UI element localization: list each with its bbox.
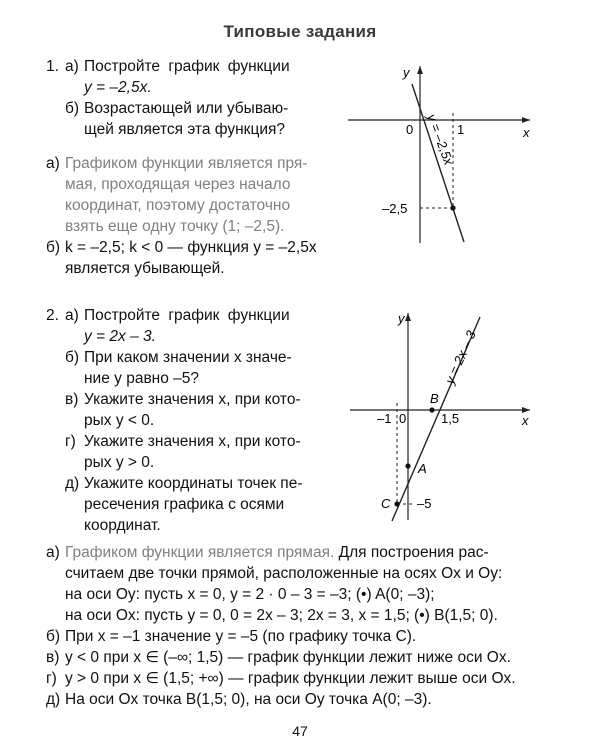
ans-a-gray: Графиком функции является прямая. — [65, 544, 335, 561]
task2-q-label: д) — [65, 475, 80, 492]
tick-y-label: –2,5 — [382, 201, 408, 216]
task2-q-line: Укажите значения x, при кото- — [84, 433, 301, 450]
task2-q-line: Укажите значения x, при кото- — [84, 391, 301, 408]
task2-q-line: ние y равно –5? — [84, 370, 200, 387]
task2-q-line: При каком значении x значе- — [84, 349, 292, 366]
ans-e-line: На оси Ox точка B(1,5; 0), на оси Oy точка A(0; –3). — [65, 691, 432, 708]
task2-q-label: а) — [65, 307, 79, 324]
task2-q-label: б) — [65, 349, 80, 366]
y-axis-label: y — [403, 65, 410, 80]
page-title: Типовые задания — [223, 22, 377, 41]
task1-ans-b-line: k = –2,5; k < 0 — функция y = –2,5x — [65, 239, 317, 256]
ans-c-line: y < 0 при x ∈ (–∞; 1,5) — график функции лежит ниже оси Ox. — [65, 649, 511, 666]
ans-d-line: y > 0 при x ∈ (1,5; +∞) — график функции лежит выше оси Ox. — [65, 670, 516, 687]
ans-a-first-line — [65, 543, 489, 563]
task1-ans-b-line: является убывающей. — [65, 260, 225, 277]
x-axis-label: x — [523, 125, 530, 140]
task1-q-a-label: а) — [65, 58, 79, 75]
task2-q-label: в) — [65, 391, 79, 408]
y-axis-label: y — [398, 311, 405, 326]
task2-q-line: y = 2x – 3. — [84, 328, 156, 345]
task2-q-line: рых y > 0. — [84, 454, 155, 471]
task1-graph — [340, 58, 540, 258]
point-a — [405, 463, 410, 468]
ans-b-line: При x = –1 значение y = –5 (по графику точка C). — [65, 628, 417, 645]
task1-ans-a-line: мая, проходящая через начало — [65, 176, 291, 193]
y-axis-arrow-icon — [405, 313, 411, 321]
task2-number: 2. — [46, 307, 59, 324]
point-c-label: C — [381, 496, 391, 511]
ans-c-label: в) — [46, 649, 60, 666]
task2-q-line: рых y < 0. — [84, 412, 155, 429]
ans-a-line: на оси Oy: пусть x = 0, y = 2 · 0 – 3 = –3; (•) A(0; –3); — [65, 586, 435, 603]
task1-q-b-line: щей является эта функция? — [84, 121, 285, 138]
point-1 — [450, 205, 455, 210]
task2-q-label: г) — [65, 433, 76, 450]
line-label: y = –2,5x — [424, 111, 457, 167]
ans-d-label: г) — [46, 670, 57, 687]
page-number: 47 — [292, 723, 308, 739]
task1-q-b-label: б) — [65, 100, 80, 117]
task1-q-a-line: y = –2,5x. — [84, 79, 152, 96]
task1-ans-a-line: взять еще одну точку (1; –2,5). — [65, 218, 285, 235]
ans-a-line: на оси Ox: пусть y = 0, 0 = 2x – 3; 2x = 3, x = 1,5; (•) B(1,5; 0). — [65, 607, 498, 624]
task1-q-a-line: Постройте график функции — [84, 58, 290, 75]
task1-ans-a-line: Графиком функции является пря- — [65, 155, 308, 172]
tick-x-label: 1 — [457, 122, 465, 137]
point-a-label: A — [418, 461, 427, 476]
task1-ans-a-label: а) — [46, 155, 60, 172]
origin-label: 0 — [406, 122, 414, 137]
x-axis-label: x — [522, 413, 529, 428]
task1-q-b-line: Возрастающей или убываю- — [84, 100, 289, 117]
task2-q-line: координат. — [84, 517, 161, 534]
point-c — [394, 501, 399, 506]
task1-number: 1. — [46, 58, 59, 75]
point-b-label: B — [430, 391, 439, 406]
task2-graph — [340, 305, 540, 525]
line-label: y = 2x – 3 — [442, 328, 479, 387]
point-b — [429, 407, 434, 412]
task2-q-line: Постройте график функции — [84, 307, 290, 324]
ans-e-label: д) — [46, 691, 61, 708]
task2-q-line: Укажите координаты точек пе- — [84, 475, 303, 492]
ans-a-label: а) — [46, 544, 60, 561]
ans-b-label: б) — [46, 628, 61, 645]
origin-label: 0 — [399, 411, 407, 426]
y-axis-arrow-icon — [417, 66, 423, 74]
ans-a-rest: Для построения рас- — [334, 544, 489, 561]
tick-pos-label: 1,5 — [441, 411, 460, 426]
tick-y-label: –5 — [417, 496, 432, 511]
x-axis-arrow-icon — [522, 117, 530, 123]
task2-q-line: ресечения графика с осями — [84, 496, 285, 513]
task1-ans-b-label: б) — [46, 239, 61, 256]
task1-ans-a-line: координат, поэтому достаточно — [65, 197, 291, 214]
tick-neg-label: –1 — [377, 411, 392, 426]
ans-a-line: считаем две точки прямой, расположенные на осях Ox и Oy: — [65, 565, 503, 582]
